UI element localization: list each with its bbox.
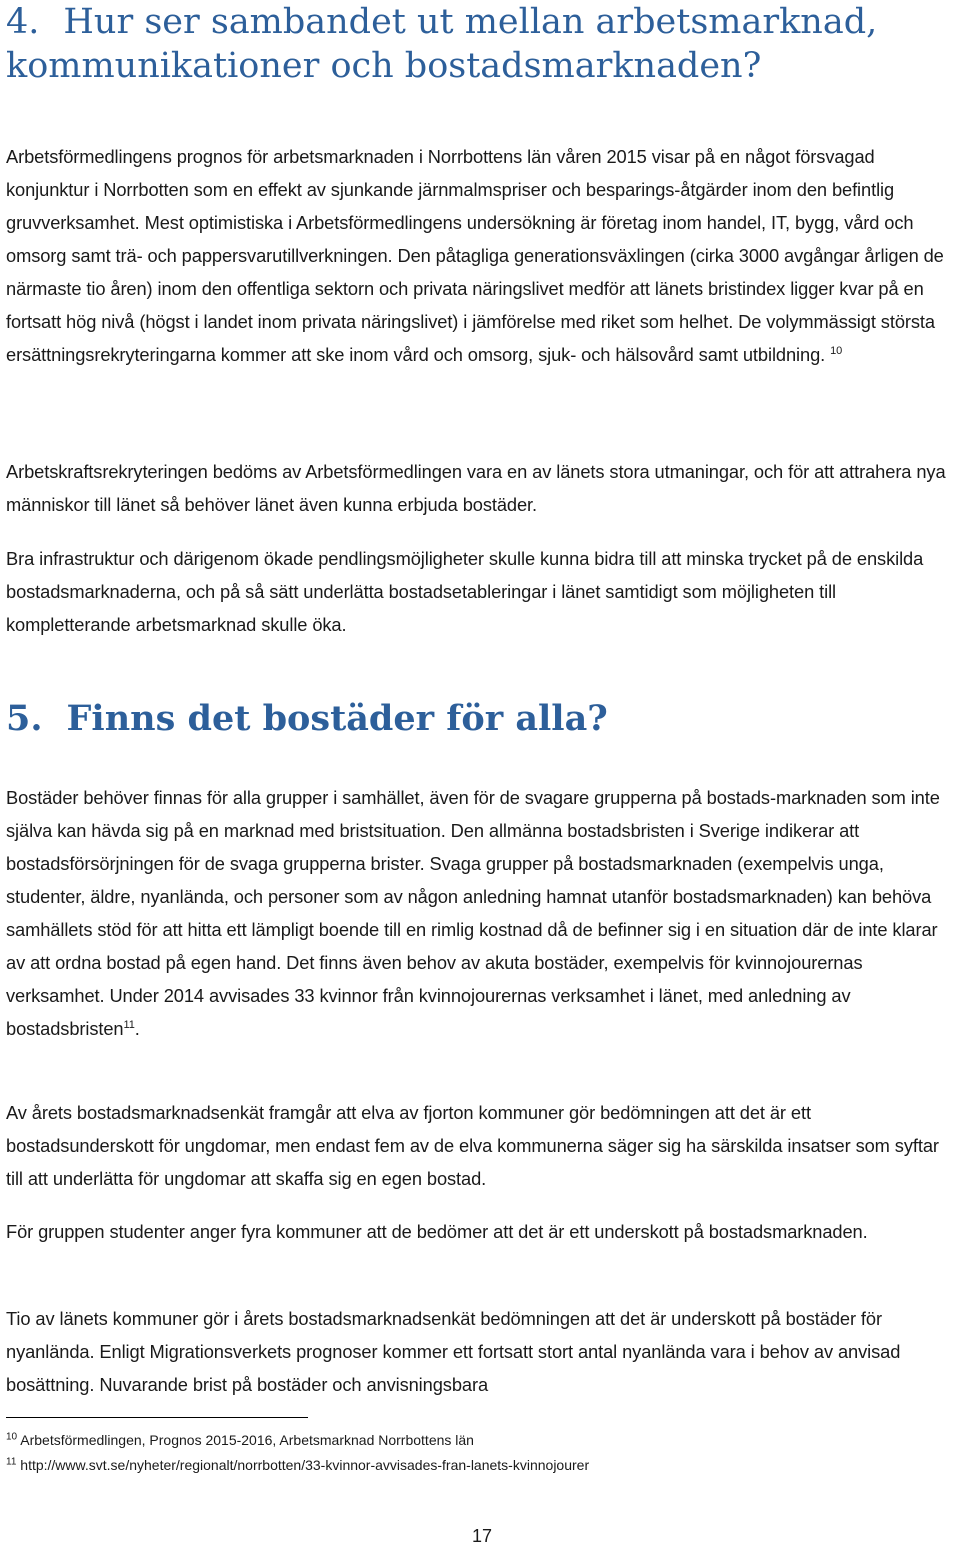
footnote-10 xyxy=(6,1430,474,1450)
footnote-ref-11[interactable]: 11 xyxy=(123,1018,135,1031)
footnote-ref-10[interactable]: 10 xyxy=(830,344,843,357)
section-4-heading xyxy=(6,0,954,88)
paragraph-text: Bostäder behöver finnas för alla grupper i samhället, även för de svagare grupperna på bostads-marknaden som inte själva kan hävda sig på en marknad med bristsituation. Den allmänna bostadsbristen i Sverige indikerar att bostadsförsörjningen för de svaga grupperna brister. Svaga grupper på bostadsmarknaden (exempelvis unga, studenter, äldre, nyanlända, och personer som av någon anledning hamnat utanför bostadsmarknaden) kan behöva samhällets stöd för att hitta ett lämpligt boende till en rimlig kostnad då de befinner sig i en situation där de inte klarar av att ordna bostad på egen hand. Det finns även behov av akuta bostäder, exempelvis för kvinnojourernas verksamhet. Under 2014 avvisades 33 kvinnor från kvinnojourernas verksamhet i länet, med anledning av bostadsbristen xyxy=(6,787,940,1039)
section-5-paragraph-1 xyxy=(6,781,952,1045)
section-5-number: 5. xyxy=(6,698,43,739)
paragraph-text: Arbetsförmedlingens prognos för arbetsmarknaden i Norrbottens län våren 2015 visar på en något försvagad konjunktur i Norrbotten som en effekt av sjunkande järnmalmspriser och besparings-åtgärder inom den befintlig gruvverksamhet. Mest optimistiska i Arbetsförmedlingens undersökning är företag inom handel, IT, bygg, vård och omsorg samt trä- och pappersvarutillverkningen. Den påtagliga generationsväxlingen (cirka 3000 avgångar årligen de närmaste tio åren) inom den offentliga sektorn och privata näringslivet medför att länets bristindex ligger kvar på en fortsatt hög nivå (högst i landet inom privata näringslivet) i jämförelse med riket som helhet. De volymmässigt största ersättningsrekryteringarna kommer att ske inom vård och omsorg, sjuk- och hälsovård samt utbildning. xyxy=(6,146,944,365)
section-5-title: Finns det bostäder för alla? xyxy=(66,698,608,739)
section-4-paragraph-3: Bra infrastruktur och därigenom ökade pendlingsmöjligheter skulle kunna bidra till att minska trycket på de enskilda bostadsmarknaderna, och på så sätt underlätta bostadsetableringar i länet samtidigt som möjligheten till kompletterande arbetsmarknad skulle öka. xyxy=(6,548,924,635)
page-number: 17 xyxy=(472,1526,493,1546)
footnote-11 xyxy=(6,1455,589,1475)
section-5-paragraph-3: För gruppen studenter anger fyra kommuner att de bedömer att det är ett underskott på bostadsmarknaden. xyxy=(6,1221,868,1242)
footnote-link[interactable]: http://www.svt.se/nyheter/regionalt/norrbotten/33-kvinnor-avvisades-fran-lanets-kvinnojourer xyxy=(20,1457,590,1473)
section-5-paragraph-2: Av årets bostadsmarknadsenkät framgår att elva av fjorton kommuner gör bedömningen att det är ett bostadsunderskott för ungdomar, men endast fem av de elva kommunerna säger sig ha särskilda insatser som syftar till att underlätta för ungdomar att skaffa sig en egen bostad. xyxy=(6,1102,939,1189)
section-4-paragraph-2: Arbetskraftsrekryteringen bedöms av Arbetsförmedlingen vara en av länets stora utmaningar, och för att attrahera nya människor till länet så behöver länet även kunna erbjuda bostäder. xyxy=(6,461,946,515)
footnote-text: Arbetsförmedlingen, Prognos 2015-2016, Arbetsmarknad Norrbottens län xyxy=(20,1432,474,1448)
footnote-divider xyxy=(6,1417,308,1418)
footnote-number: 11 xyxy=(6,1456,17,1468)
section-4-number: 4. xyxy=(6,2,40,42)
section-4-title: Hur ser sambandet ut mellan arbetsmarknad, kommunikationer och bostadsmarknaden? xyxy=(6,2,878,86)
footnote-number: 10 xyxy=(6,1431,18,1443)
section-5-paragraph-4: Tio av länets kommuner gör i årets bostadsmarknadsenkät bedömningen att det är underskott på bostäder för nyanlända. Enligt Migrationsverkets prognoser kommer ett fortsatt stort antal nyanlända vara i behov av anvisad bosättning. Nuvarande brist på bostäder och anvisningsbara xyxy=(6,1308,901,1395)
paragraph-end: . xyxy=(134,1018,140,1039)
section-5-heading xyxy=(6,697,608,741)
section-4-paragraph-1 xyxy=(6,140,952,371)
